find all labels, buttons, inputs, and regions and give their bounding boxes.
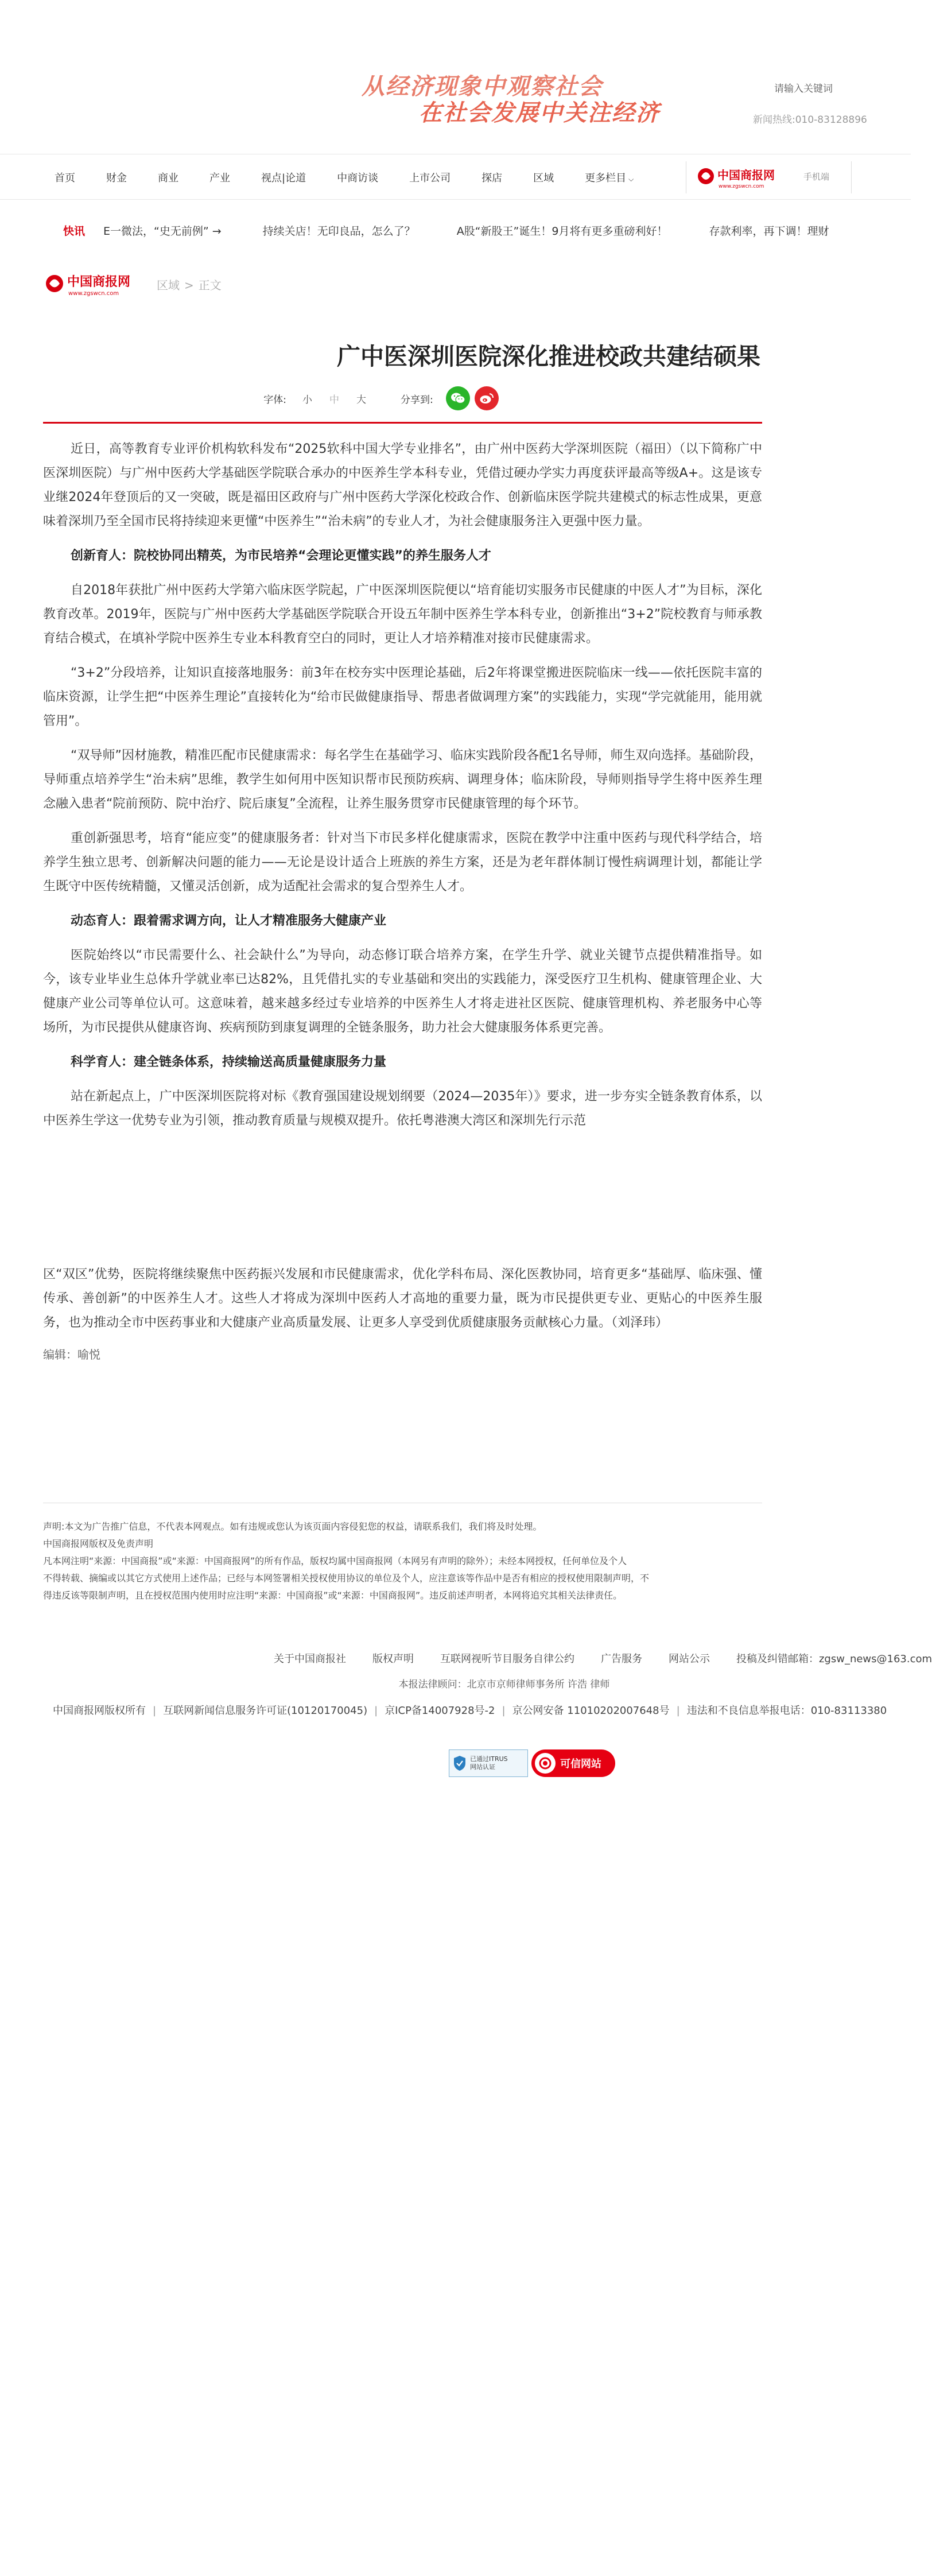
article-body [43,437,762,1362]
breadcrumb-current: 正文 [198,278,222,292]
breadcrumb-trail [154,276,224,293]
share-wechat-button[interactable] [446,386,470,410]
ticker-label: 快讯 [63,225,86,238]
nav-item-business[interactable]: 商业 [158,172,178,184]
footer-copyright: 中国商报网版权所有 [53,1705,146,1717]
article-editor: 编辑：喻悦 [43,1348,100,1361]
article-paragraph: 区“双区”优势，医院将继续聚焦中医药振兴发展和市民健康需求，优化学科布局、深化医教协同，培育更多“基础厚、临床强、懂传承、善创新”的中医养生人才。这些人才将成为深圳中医药人才高地的重要力量，既为市民提供更专业、更贴心的中医养生服务，也为推动全市中医药事业和大健康产业高质量发展、让更多人享受到优质健康服务贡献核心力量。（刘泽玮） [43,1267,762,1330]
footer-icp-number[interactable]: 京ICP备14007928号-2 [385,1705,495,1717]
breadcrumb-logo-url: www.zgswcn.com [68,290,119,297]
nav-item-more[interactable] [585,170,634,185]
article-paragraph: 重创新强思考，培育“能应变”的健康服务者：针对当下市民多样化健康需求，医院在教学中注重中医药与现代科学结合，培养学生独立思考、创新解决问题的能力——无论是设计适合上班族的养生方案，还是为老年群体制订慢性病调理计划，都能让学生既守中医传统精髓，又懂灵活创新，成为适配社会需求的复合型养生人才。 [43,831,762,894]
wechat-icon [451,392,465,405]
site-logo-text: 中国商报网 [717,168,775,182]
header-slogan [362,73,660,126]
footer-link-about[interactable]: 关于中国商报社 [273,1653,346,1665]
font-size-medium-button[interactable]: 中 [329,394,339,406]
weibo-icon [479,392,494,405]
breadcrumb-logo-text: 中国商报网 [67,274,131,289]
arrow-right-icon: → [212,225,222,238]
font-size-small-button[interactable]: 小 [302,394,312,406]
ticker-item[interactable] [103,223,222,238]
article-paragraph: “双导师”因材施教，精准匹配市民健康需求：每名学生在基础学习、临床实践阶段各配1名导师，师生双向选择。基础阶段，导师重点培养学生“治未病”思维，教学生如何用中医知识帮市民预防疾病、调理身体；临床阶段，导师则指导学生将中医养生理念融入患者“院前预防、院中治疗、院后康复”全流程，让养生服务贯穿市民健康管理的每个环节。 [43,748,762,811]
footer-separator: | [502,1705,506,1717]
footer-icp [53,1702,911,1717]
article-toolbar [0,385,762,412]
share-weibo-button[interactable] [475,386,499,410]
share-label: 分享到: [401,394,433,406]
footer-link-email[interactable]: 投稿及纠错邮箱：zgsw_news@163.com [736,1653,932,1665]
footer-police-record[interactable]: 京公网安备 11010202007648号 [512,1705,670,1717]
ticker-item[interactable]: 持续关店！无印良品，怎么了？ [262,225,415,238]
disclaimer-line: 得违反该等限制声明，且在授权范围内使用时应注明“来源：中国商报”或“来源：中国商报网”。违反前述声明者，本网将追究其相关法律责任。 [43,1590,623,1601]
breadcrumb-section[interactable]: 区域 [157,278,180,292]
nav-item-finance[interactable]: 财金 [106,172,127,184]
site-logo[interactable] [696,164,787,191]
article-title: 广中医深圳医院深化推进校政共建结硕果 [337,343,760,370]
ticker-item[interactable]: 存款利率，再下调！理财 [709,225,829,238]
ticker-item[interactable]: A股“新股王”诞生！9月将有更多重磅利好！ [456,225,668,238]
trust-badges [449,1749,615,1777]
ticker-item-text: E一微法，“史无前例” [103,225,209,238]
nav-divider [851,161,852,193]
nav-item-industry[interactable]: 产业 [209,172,230,184]
slogan-line-2: 在社会发展中关注经济 [419,99,660,126]
main-nav [0,154,911,200]
nav-item-viewpoint[interactable]: 视点|论道 [261,172,306,184]
nav-item-store-visit[interactable]: 探店 [481,172,503,184]
search-input[interactable] [746,79,861,99]
disclaimer-line: 不得转载、摘编或以其它方式使用上述作品；已经与本网签署相关授权使用协议的单位及个人，应注意该等作品中是否有相应的授权使用限制声明，不 [43,1573,650,1584]
breadcrumb-logo[interactable] [43,270,146,298]
article-subheading: 创新育人：院校协同出精英，为市民培养“会理论更懂实践”的养生服务人才 [71,549,491,563]
title-divider [43,422,762,424]
search-box [746,79,861,99]
article-blank-space [43,1143,762,1263]
nav-more-label: 更多栏目 [585,172,627,184]
itrus-badge-line: 已通过ITRUS [470,1755,508,1763]
article-paragraph: 自2018年获批广州中医药大学第六临床医学院起，广中医深圳医院便以“培育能切实服务市民健康的中医人才”为目标，深化教育改革。2019年，医院与广州中医药大学基础医学院联合开设五年制中医养生学本科专业，创新推出“3+2”院校教育与师承教育结合模式，在填补学院中医养生专业本科教育空白的同时，更让人才培养精准对接市民健康需求。 [43,583,762,646]
nav-item-region[interactable]: 区域 [533,172,554,184]
ticker-items [103,223,870,238]
nav-item-interview[interactable]: 中商访谈 [337,172,379,184]
nav-item-listed-company[interactable]: 上市公司 [409,172,451,184]
disclaimer-line: 凡本网注明“来源：中国商报”或“来源：中国商报网”的所有作品，版权均属中国商报网（本网另有声明的除外）；未经本网授权，任何单位及个人 [43,1555,627,1566]
breadcrumb [43,270,224,298]
footer-report-phone: 违法和不良信息举报电话：010-83113380 [686,1705,887,1717]
font-size-large-button[interactable]: 大 [356,394,366,406]
page-header [0,0,911,149]
article-paragraph: “3+2”分段培养，让知识直接落地服务：前3年在校夯实中医理论基础，后2年将课堂搬进医院临床一线——依托医院丰富的临床资源，让学生把“中医养生理论”直接转化为“给市民做健康指导、帮患者做调理方案”的实践能力，实现“学完就能用，能用就管用”。 [43,666,762,728]
trusted-site-icon [535,1753,556,1774]
footer-link-copyright[interactable]: 版权声明 [372,1653,414,1665]
disclaimer-line: 声明:本文为广告推广信息，不代表本网观点。如有违规或您认为该页面内容侵犯您的权益，请联系我们，我们将及时处理。 [43,1521,542,1532]
article-subheading: 科学育人：建全链条体系，持续输送高质量健康服务力量 [71,1055,387,1069]
disclaimer-line: 中国商报网版权及免责声明 [43,1538,154,1549]
news-hotline: 新闻热线:010-83128896 [753,114,867,126]
copyright-disclaimer [43,1518,778,1604]
breadcrumb-separator: > [184,278,194,292]
chevron-down-icon: ⌵ [628,175,634,183]
footer-link-notice[interactable]: 网站公示 [668,1653,710,1665]
article-paragraph: 医院始终以“市民需要什么、社会缺什么”为导向，动态修订联合培养方案，在学生升学、就业关键节点提供精准指导。如今，该专业毕业生总体升学就业率已达82%，且凭借扎实的专业基础和突出的实践能力，深受医疗卫生机构、健康管理企业、大健康产业公司等单位认可。这意味着，越来越多经过专业培养的中医养生人才将走进社区医院、健康管理机构、养老服务中心等场所，为市民提供从健康咨询、疾病预防到康复调理的全链条服务，助力社会大健康服务体系更完善。 [43,948,762,1035]
nav-item-home[interactable]: 首页 [55,172,75,184]
itrus-badge[interactable] [449,1749,528,1777]
nav-list [55,154,665,200]
footer-license[interactable]: 互联网新闻信息服务许可证(10120170045) [163,1705,368,1717]
footer-separator: | [676,1705,680,1717]
slogan-line-1: 从经济现象中观察社会 [362,73,603,100]
footer-separator: | [374,1705,378,1717]
footer-legal-counsel: 本报法律顾问：北京市京师律师事务所 许浩 律师 [398,1679,610,1690]
footer-links [0,1651,932,1666]
article-subheading: 动态育人：跟着需求调方向，让人才精准服务大健康产业 [71,914,387,928]
article-paragraph: 站在新起点上，广中医深圳医院将对标《教育强国建设规划纲要（2024—2035年）》要求，进一步夯实全链条教育体系，以中医养生学这一优势专业为引领，推动教育质量与规模双提升。依托粤港澳大湾区和深圳先行示范 [43,1089,762,1128]
footer-link-ads[interactable]: 广告服务 [600,1653,642,1665]
font-size-label: 字体: [263,394,286,406]
trusted-site-badge[interactable] [531,1749,615,1777]
article-paragraph: 近日，高等教育专业评价机构软科发布“2025软科中国大学专业排名”，由广州中医药大学深圳医院（福田）（以下简称广中医深圳医院）与广州中医药大学基础医学院联合承办的中医养生学本科专业，凭借过硬办学实力再度获评最高等级A+。这是该专业继2024年登顶后的又一突破，既是福田区政府与广州中医药大学深化校政合作、创新临床医学院共建模式的标志性成果，更意味着深圳乃至全国市民将持续迎来更懂“中医养生”“治未病”的专业人才，为社会健康服务注入更强中医力量。 [43,442,762,529]
itrus-badge-line: 网站认证 [470,1763,495,1771]
itrus-badge-text [470,1755,508,1771]
news-ticker [0,212,911,247]
site-logo-url: www.zgswcn.com [719,184,764,189]
footer-link-convention[interactable]: 互联网视听节目服务自律公约 [440,1653,574,1665]
shield-icon [453,1755,467,1771]
mobile-link[interactable]: 手机端 [803,172,830,182]
footer-separator: | [153,1705,157,1717]
trusted-site-label: 可信网站 [560,1758,601,1770]
